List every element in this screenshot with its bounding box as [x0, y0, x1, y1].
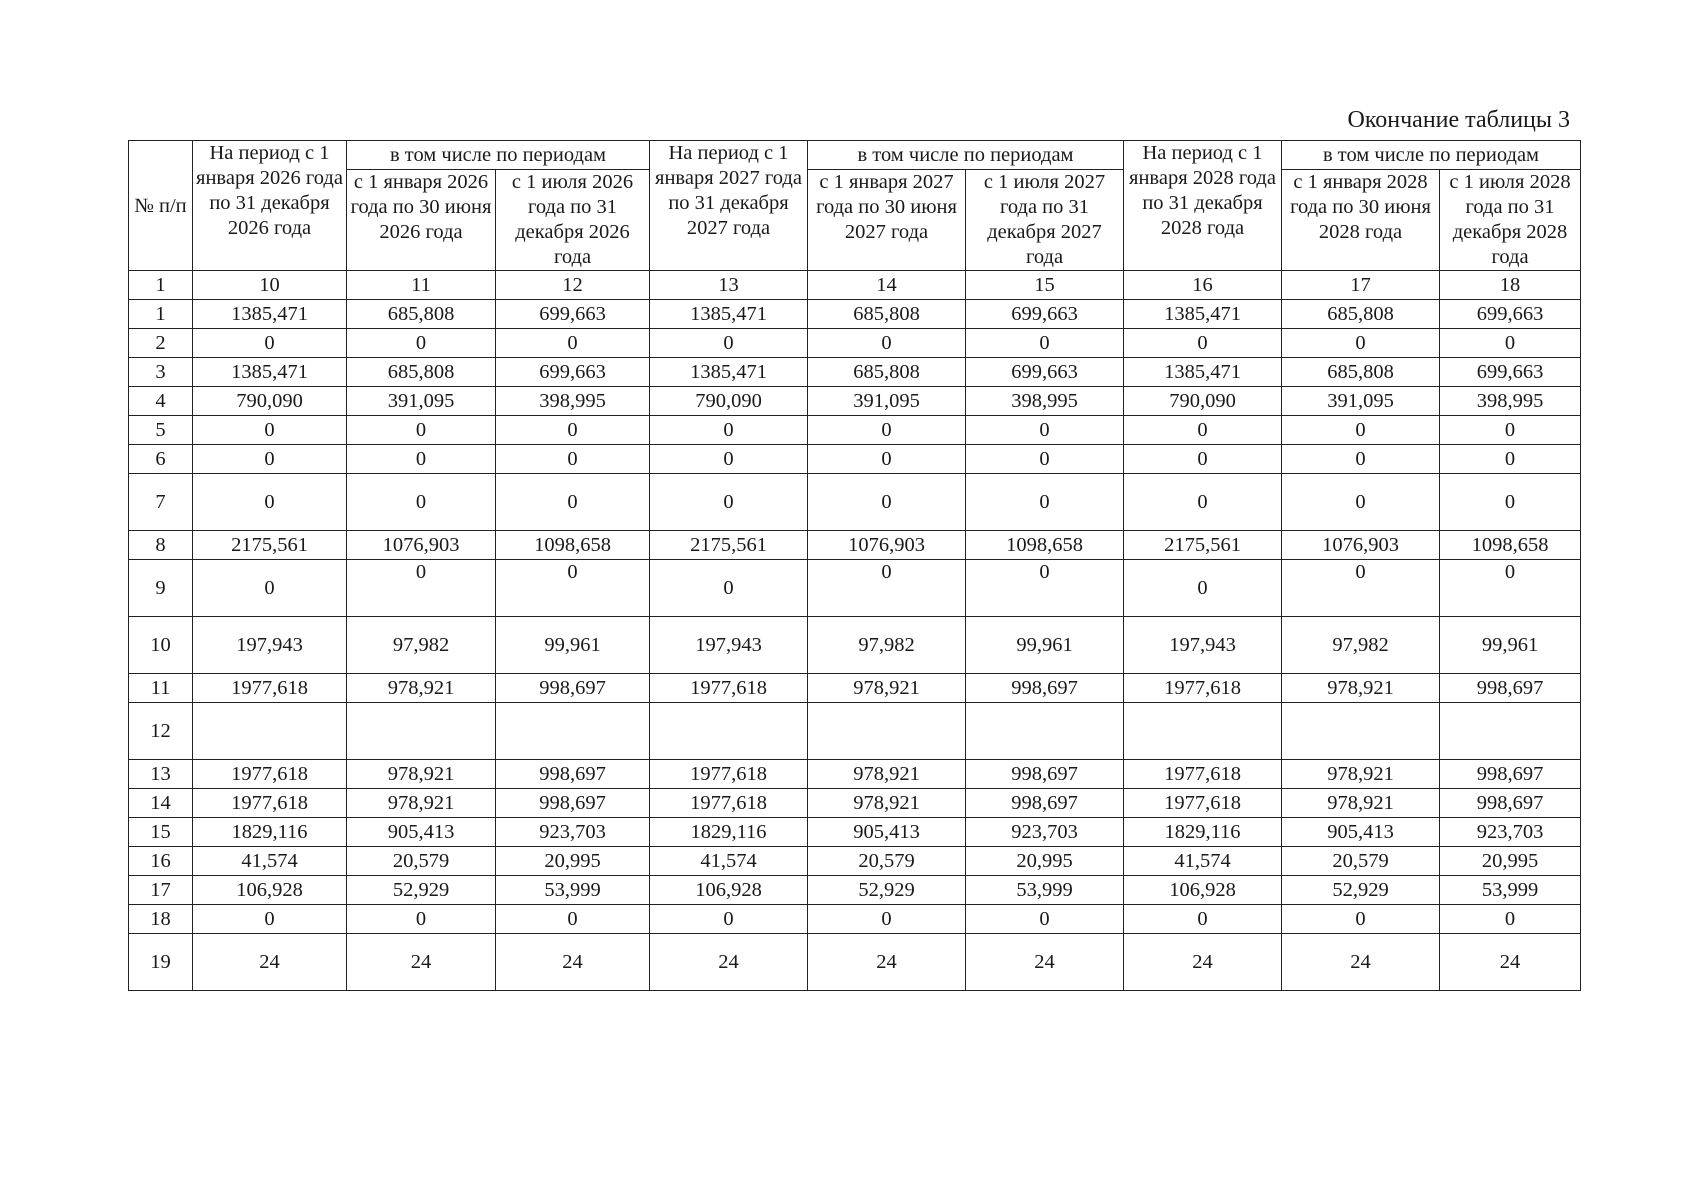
row-number-cell: 19: [129, 934, 193, 991]
value-cell: 1076,903: [1282, 531, 1440, 560]
table-row: [129, 617, 1581, 674]
value-cell: 1385,471: [193, 358, 347, 387]
table-row: [129, 358, 1581, 387]
value-cell: 52,929: [808, 876, 966, 905]
header-period-2028: На период с 1 января 2028 года по 31 декабря 2028 года: [1124, 141, 1282, 271]
value-cell: 998,697: [1440, 789, 1581, 818]
table-row: [129, 876, 1581, 905]
value-cell: 398,995: [496, 387, 650, 416]
value-cell: 24: [1282, 934, 1440, 991]
header-h1-2027: с 1 января 2027 года по 30 июня 2027 года: [808, 170, 966, 271]
table-row: [129, 847, 1581, 876]
value-cell: 106,928: [193, 876, 347, 905]
value-cell: [496, 703, 650, 760]
value-cell: 699,663: [496, 358, 650, 387]
value-cell: 0: [1124, 474, 1282, 531]
table-row: [129, 531, 1581, 560]
value-cell: [193, 703, 347, 760]
value-cell: 699,663: [966, 300, 1124, 329]
table-row: [129, 445, 1581, 474]
column-number-cell: 10: [193, 271, 347, 300]
value-cell: 1385,471: [650, 300, 808, 329]
value-cell: 685,808: [808, 300, 966, 329]
value-cell: 978,921: [347, 760, 496, 789]
table-row: [129, 789, 1581, 818]
header-h2-2027: с 1 июля 2027 года по 31 декабря 2027 года: [966, 170, 1124, 271]
value-cell: 41,574: [650, 847, 808, 876]
value-cell: 41,574: [193, 847, 347, 876]
table-row: [129, 329, 1581, 358]
value-cell: 0: [1440, 445, 1581, 474]
value-cell: 699,663: [496, 300, 650, 329]
value-cell: 1098,658: [1440, 531, 1581, 560]
value-cell: 1829,116: [1124, 818, 1282, 847]
row-number-cell: 9: [129, 560, 193, 617]
table-row: [129, 934, 1581, 991]
value-cell: 0: [966, 560, 1124, 617]
value-cell: 0: [193, 416, 347, 445]
value-cell: 0: [1124, 560, 1282, 617]
value-cell: 998,697: [496, 789, 650, 818]
value-cell: 685,808: [1282, 300, 1440, 329]
value-cell: 1076,903: [808, 531, 966, 560]
table-row: [129, 474, 1581, 531]
table-row: [129, 387, 1581, 416]
value-cell: 1385,471: [1124, 358, 1282, 387]
value-cell: 0: [650, 905, 808, 934]
value-cell: 41,574: [1124, 847, 1282, 876]
value-cell: [966, 703, 1124, 760]
value-cell: 0: [1282, 416, 1440, 445]
value-cell: 106,928: [650, 876, 808, 905]
value-cell: 1977,618: [193, 674, 347, 703]
header-h1-2026: с 1 января 2026 года по 30 июня 2026 года: [347, 170, 496, 271]
table-row: [129, 674, 1581, 703]
value-cell: 0: [193, 329, 347, 358]
value-cell: 923,703: [1440, 818, 1581, 847]
value-cell: 0: [808, 329, 966, 358]
row-number-cell: 14: [129, 789, 193, 818]
value-cell: 0: [496, 329, 650, 358]
value-cell: 53,999: [496, 876, 650, 905]
value-cell: 99,961: [496, 617, 650, 674]
value-cell: 0: [193, 560, 347, 617]
value-cell: [347, 703, 496, 760]
value-cell: 1098,658: [966, 531, 1124, 560]
row-number-cell: 1: [129, 300, 193, 329]
value-cell: 97,982: [1282, 617, 1440, 674]
value-cell: 0: [347, 560, 496, 617]
value-cell: 24: [347, 934, 496, 991]
value-cell: 20,579: [808, 847, 966, 876]
value-cell: 0: [808, 474, 966, 531]
value-cell: 0: [496, 905, 650, 934]
value-cell: 20,579: [347, 847, 496, 876]
value-cell: 0: [650, 474, 808, 531]
value-cell: 20,995: [496, 847, 650, 876]
value-cell: 2175,561: [1124, 531, 1282, 560]
value-cell: 0: [496, 560, 650, 617]
header-h1-2028: с 1 января 2028 года по 30 июня 2028 года: [1282, 170, 1440, 271]
value-cell: 53,999: [966, 876, 1124, 905]
value-cell: 0: [650, 329, 808, 358]
column-number-cell: 17: [1282, 271, 1440, 300]
value-cell: 0: [1440, 905, 1581, 934]
value-cell: 978,921: [1282, 674, 1440, 703]
value-cell: 998,697: [1440, 760, 1581, 789]
value-cell: 0: [496, 474, 650, 531]
value-cell: 790,090: [193, 387, 347, 416]
value-cell: 20,995: [1440, 847, 1581, 876]
value-cell: 1829,116: [193, 818, 347, 847]
value-cell: 1076,903: [347, 531, 496, 560]
value-cell: 0: [1282, 560, 1440, 617]
row-number-cell: 10: [129, 617, 193, 674]
row-number-cell: 7: [129, 474, 193, 531]
value-cell: 97,982: [808, 617, 966, 674]
value-cell: 0: [650, 445, 808, 474]
value-cell: 905,413: [347, 818, 496, 847]
value-cell: 52,929: [347, 876, 496, 905]
value-cell: 1977,618: [193, 789, 347, 818]
value-cell: 790,090: [650, 387, 808, 416]
header-including-2028: в том числе по периодам: [1282, 141, 1581, 170]
value-cell: 790,090: [1124, 387, 1282, 416]
header-h2-2026: с 1 июля 2026 года по 31 декабря 2026 года: [496, 170, 650, 271]
column-number-cell: 18: [1440, 271, 1581, 300]
row-number-cell: 13: [129, 760, 193, 789]
value-cell: 1098,658: [496, 531, 650, 560]
value-cell: [1124, 703, 1282, 760]
value-cell: 699,663: [1440, 358, 1581, 387]
column-number-cell: 11: [347, 271, 496, 300]
table-body: [129, 271, 1581, 991]
value-cell: 923,703: [496, 818, 650, 847]
value-cell: 1977,618: [193, 760, 347, 789]
value-cell: 1385,471: [1124, 300, 1282, 329]
header-row-number: № п/п: [129, 141, 193, 271]
value-cell: 978,921: [1282, 760, 1440, 789]
value-cell: 0: [1440, 474, 1581, 531]
value-cell: 0: [808, 560, 966, 617]
value-cell: 0: [966, 416, 1124, 445]
value-cell: 978,921: [808, 789, 966, 818]
value-cell: [1440, 703, 1581, 760]
value-cell: 1977,618: [1124, 674, 1282, 703]
value-cell: 0: [347, 905, 496, 934]
value-cell: 0: [808, 905, 966, 934]
row-number-cell: 5: [129, 416, 193, 445]
value-cell: 97,982: [347, 617, 496, 674]
value-cell: 99,961: [1440, 617, 1581, 674]
value-cell: 0: [1440, 329, 1581, 358]
value-cell: 685,808: [347, 358, 496, 387]
table-row: [129, 560, 1581, 617]
value-cell: 398,995: [1440, 387, 1581, 416]
value-cell: 52,929: [1282, 876, 1440, 905]
column-number-cell: 12: [496, 271, 650, 300]
value-cell: 24: [966, 934, 1124, 991]
value-cell: 99,961: [966, 617, 1124, 674]
value-cell: 1977,618: [650, 789, 808, 818]
value-cell: 106,928: [1124, 876, 1282, 905]
table-row: [129, 300, 1581, 329]
value-cell: 0: [808, 445, 966, 474]
column-number-cell: 13: [650, 271, 808, 300]
value-cell: 978,921: [347, 674, 496, 703]
row-number-cell: 15: [129, 818, 193, 847]
header-h2-2028: с 1 июля 2028 года по 31 декабря 2028 года: [1440, 170, 1581, 271]
value-cell: 0: [1124, 416, 1282, 445]
row-number-cell: 16: [129, 847, 193, 876]
value-cell: 0: [1440, 560, 1581, 617]
value-cell: 998,697: [966, 674, 1124, 703]
value-cell: 998,697: [496, 674, 650, 703]
header-including-2026: в том числе по периодам: [347, 141, 650, 170]
row-number-cell: 17: [129, 876, 193, 905]
row-number-cell: 11: [129, 674, 193, 703]
table-row: [129, 818, 1581, 847]
value-cell: 24: [1124, 934, 1282, 991]
value-cell: 24: [193, 934, 347, 991]
value-cell: 1977,618: [1124, 760, 1282, 789]
value-cell: 391,095: [347, 387, 496, 416]
value-cell: 1385,471: [193, 300, 347, 329]
value-cell: 1977,618: [650, 674, 808, 703]
value-cell: 24: [496, 934, 650, 991]
value-cell: 978,921: [808, 760, 966, 789]
value-cell: 0: [1282, 905, 1440, 934]
value-cell: 0: [966, 474, 1124, 531]
value-cell: 905,413: [1282, 818, 1440, 847]
value-cell: 0: [347, 474, 496, 531]
value-cell: 978,921: [1282, 789, 1440, 818]
value-cell: 699,663: [1440, 300, 1581, 329]
value-cell: 391,095: [1282, 387, 1440, 416]
value-cell: 0: [347, 329, 496, 358]
value-cell: 1977,618: [650, 760, 808, 789]
value-cell: 685,808: [808, 358, 966, 387]
value-cell: 197,943: [1124, 617, 1282, 674]
value-cell: 998,697: [496, 760, 650, 789]
value-cell: 0: [966, 329, 1124, 358]
value-cell: 905,413: [808, 818, 966, 847]
value-cell: 0: [496, 416, 650, 445]
value-cell: 0: [193, 905, 347, 934]
value-cell: 0: [808, 416, 966, 445]
column-number-cell: 15: [966, 271, 1124, 300]
column-number-cell: 14: [808, 271, 966, 300]
value-cell: 53,999: [1440, 876, 1581, 905]
row-number-cell: 12: [129, 703, 193, 760]
row-number-cell: 8: [129, 531, 193, 560]
table-row: [129, 416, 1581, 445]
value-cell: 0: [966, 905, 1124, 934]
header-including-2027: в том числе по периодам: [808, 141, 1124, 170]
value-cell: 24: [650, 934, 808, 991]
column-number-row: [129, 271, 1581, 300]
value-cell: 998,697: [966, 760, 1124, 789]
value-cell: 1829,116: [650, 818, 808, 847]
value-cell: 685,808: [347, 300, 496, 329]
value-cell: 978,921: [347, 789, 496, 818]
value-cell: 0: [650, 416, 808, 445]
value-cell: [650, 703, 808, 760]
value-cell: 923,703: [966, 818, 1124, 847]
value-cell: 0: [1282, 445, 1440, 474]
row-number-cell: 3: [129, 358, 193, 387]
header-period-2027: На период с 1 января 2027 года по 31 декабря 2027 года: [650, 141, 808, 271]
value-cell: 699,663: [966, 358, 1124, 387]
value-cell: 0: [650, 560, 808, 617]
value-cell: 0: [347, 445, 496, 474]
column-number-cell: 1: [129, 271, 193, 300]
value-cell: 398,995: [966, 387, 1124, 416]
value-cell: 0: [966, 445, 1124, 474]
value-cell: 685,808: [1282, 358, 1440, 387]
table-row: [129, 703, 1581, 760]
row-number-cell: 2: [129, 329, 193, 358]
value-cell: 20,995: [966, 847, 1124, 876]
value-cell: 998,697: [966, 789, 1124, 818]
value-cell: 0: [193, 445, 347, 474]
value-cell: 197,943: [193, 617, 347, 674]
data-table: [128, 140, 1581, 991]
value-cell: [1282, 703, 1440, 760]
value-cell: 1385,471: [650, 358, 808, 387]
value-cell: 20,579: [1282, 847, 1440, 876]
table-row: [129, 905, 1581, 934]
value-cell: 2175,561: [193, 531, 347, 560]
row-number-cell: 6: [129, 445, 193, 474]
value-cell: 24: [808, 934, 966, 991]
value-cell: 2175,561: [650, 531, 808, 560]
value-cell: 197,943: [650, 617, 808, 674]
value-cell: 0: [1124, 445, 1282, 474]
table-header: [129, 141, 1581, 271]
value-cell: 0: [1440, 416, 1581, 445]
column-number-cell: 16: [1124, 271, 1282, 300]
value-cell: 24: [1440, 934, 1581, 991]
row-number-cell: 4: [129, 387, 193, 416]
value-cell: 0: [193, 474, 347, 531]
value-cell: 0: [1282, 329, 1440, 358]
value-cell: 998,697: [1440, 674, 1581, 703]
value-cell: 1977,618: [1124, 789, 1282, 818]
value-cell: 0: [496, 445, 650, 474]
value-cell: [808, 703, 966, 760]
table-row: [129, 760, 1581, 789]
table-caption: Окончание таблицы 3: [1347, 107, 1570, 133]
value-cell: 391,095: [808, 387, 966, 416]
row-number-cell: 18: [129, 905, 193, 934]
value-cell: 978,921: [808, 674, 966, 703]
value-cell: 0: [347, 416, 496, 445]
value-cell: 0: [1282, 474, 1440, 531]
value-cell: 0: [1124, 905, 1282, 934]
value-cell: 0: [1124, 329, 1282, 358]
header-period-2026: На период с 1 января 2026 года по 31 декабря 2026 года: [193, 141, 347, 271]
